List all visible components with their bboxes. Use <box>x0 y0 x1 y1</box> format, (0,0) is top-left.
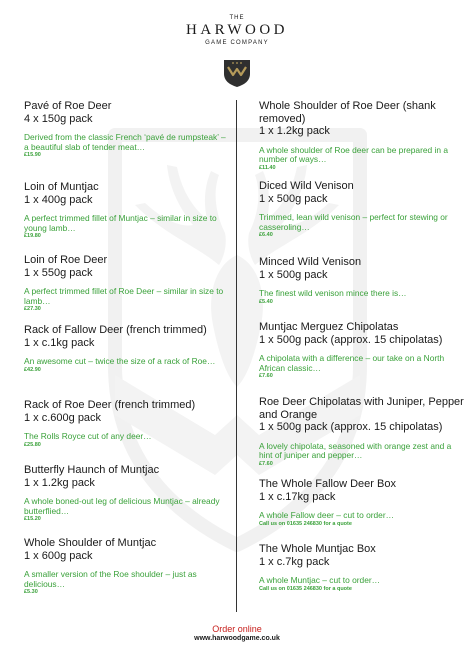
product-price: £42.90 <box>24 366 41 373</box>
product-description: An awesome cut – twice the size of a rack of Roe… <box>24 356 216 366</box>
product-name: Rack of Roe Deer (french trimmed) <box>24 399 196 411</box>
product-price: £27.30 <box>24 306 41 313</box>
order-footer <box>0 624 474 643</box>
product-price: £11.40 <box>259 164 276 171</box>
product-description: A whole Muntjac – cut to order… <box>259 575 381 585</box>
product-name: Diced Wild Venison <box>259 180 354 192</box>
product-pack: 1 x 500g pack (approx. 15 chipolatas) <box>259 421 443 433</box>
brand-name: HARWOOD <box>186 22 288 38</box>
brand-subtitle: GAME COMPANY <box>205 40 269 46</box>
product-name: Whole Shoulder of Muntjac <box>24 537 157 549</box>
product-pack: 1 x c.7kg pack <box>259 555 330 568</box>
product-item <box>259 478 464 528</box>
order-online-label: Order online <box>212 624 262 634</box>
column-divider <box>236 100 237 612</box>
product-pack: 4 x 150g pack <box>24 112 93 125</box>
product-pack: 1 x 550g pack <box>24 266 93 279</box>
product-price: £5.30 <box>24 589 38 596</box>
product-item <box>259 256 464 306</box>
product-item <box>259 543 464 593</box>
product-name: Minced Wild Venison <box>259 256 362 268</box>
product-name: Loin of Muntjac <box>24 181 99 193</box>
product-item <box>259 180 464 239</box>
product-description: Derived from the classic French ‘pavé de rumpsteak’ – a beautiful slab of tender meat… <box>24 132 226 152</box>
product-description: A whole shoulder of Roe deer can be prepared in a number of ways… <box>259 144 449 165</box>
product-item <box>259 396 464 468</box>
product-item <box>24 100 229 159</box>
product-quote-note: Call us on 01635 246830 for a quote <box>259 585 352 592</box>
product-item <box>24 324 229 374</box>
product-description: The finest wild venison mince there is… <box>259 288 407 298</box>
brand-header <box>0 15 474 47</box>
product-pack: 1 x 1.2kg pack <box>24 476 95 489</box>
website-link[interactable]: www.harwoodgame.co.uk <box>194 635 280 642</box>
product-name: The Whole Fallow Deer Box <box>259 478 396 490</box>
product-pack: 1 x 500g pack <box>259 268 328 281</box>
product-pack: 1 x 500g pack <box>259 192 328 205</box>
product-description: The Rolls Royce cut of any deer… <box>24 431 152 441</box>
product-price: £7.60 <box>259 373 273 380</box>
product-pack: 1 x 500g pack (approx. 15 chipolatas) <box>259 333 443 346</box>
product-item <box>24 464 229 523</box>
product-pack: 1 x c.600g pack <box>24 411 102 424</box>
product-name: Roe Deer Chipolatas with Juniper, Pepper and Orange <box>259 396 464 421</box>
product-item <box>24 399 229 449</box>
product-item <box>259 100 464 172</box>
product-item <box>24 537 229 596</box>
crest-shield-icon <box>222 58 252 88</box>
brand-the: THE <box>229 15 245 21</box>
product-price: £15.20 <box>24 516 41 523</box>
product-quote-note: Call us on 01635 246830 for a quote <box>259 520 352 527</box>
product-item <box>24 181 229 240</box>
product-price: £25.80 <box>24 441 41 448</box>
product-description: A whole boned-out leg of delicious Muntjac – already butterflied… <box>24 496 220 516</box>
product-description: A smaller version of the Roe shoulder – just as delicious… <box>24 569 197 589</box>
product-name: Loin of Roe Deer <box>24 254 108 266</box>
product-name: Pavé of Roe Deer <box>24 100 112 112</box>
product-item <box>259 321 464 380</box>
product-pack: 1 x c.17kg pack <box>259 490 336 503</box>
product-name: Rack of Fallow Deer (french trimmed) <box>24 324 207 336</box>
product-name: The Whole Muntjac Box <box>259 543 376 555</box>
product-pack: 1 x c.1kg pack <box>24 336 95 349</box>
product-name: Butterfly Haunch of Muntjac <box>24 464 160 476</box>
product-price: £15.90 <box>24 152 41 159</box>
product-pack: 1 x 400g pack <box>24 193 93 206</box>
product-description: Trimmed, lean wild venison – perfect for stewing or casseroling… <box>259 212 448 232</box>
product-price: £6.40 <box>259 232 273 239</box>
product-description: A chipolata with a difference – our take on a North African classic… <box>259 353 445 373</box>
product-name: Muntjac Merguez Chipolatas <box>259 321 399 333</box>
product-price: £7.60 <box>259 460 273 467</box>
product-description: A perfect trimmed fillet of Roe Deer – similar in size to lamb… <box>24 286 224 306</box>
product-pack: 1 x 600g pack <box>24 549 93 562</box>
product-item <box>24 254 229 313</box>
product-price: £19.80 <box>24 233 41 240</box>
product-description: A perfect trimmed fillet of Muntjac – similar in size to young lamb… <box>24 213 217 233</box>
product-description: A lovely chipolata, seasoned with orange zest and a hint of juniper and pepper… <box>259 440 452 461</box>
product-name: Whole Shoulder of Roe Deer (shank removed) <box>259 100 436 125</box>
product-price: £5.40 <box>259 298 273 305</box>
product-pack: 1 x 1.2kg pack <box>259 125 330 137</box>
product-description: A whole Fallow deer – cut to order… <box>259 510 394 520</box>
